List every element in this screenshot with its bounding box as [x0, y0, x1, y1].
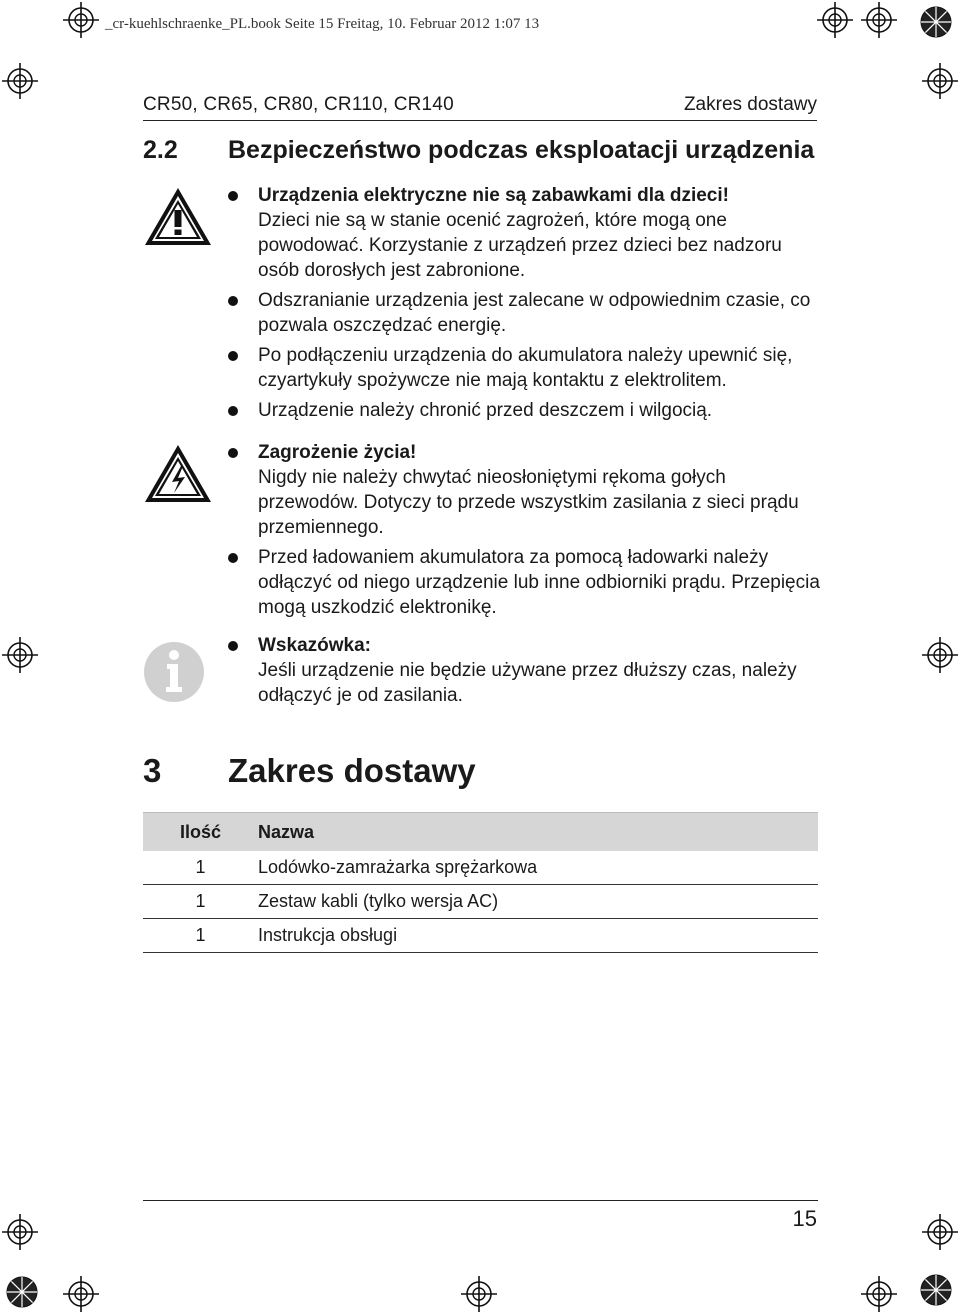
item-body: Po podłączeniu urządzenia do akumulatora należy upewnić się, czyartykuły spożywcze nie mają kontaktu z elektrolitem.	[258, 345, 793, 391]
registration-mark-icon	[63, 2, 99, 38]
list-item	[205, 183, 820, 283]
header-rule	[143, 120, 817, 121]
registration-mark-icon	[461, 1276, 497, 1312]
item-lead: Wskazówka:	[258, 635, 371, 656]
warning-triangle-icon	[143, 186, 213, 253]
info-icon	[143, 641, 205, 708]
list-item	[205, 633, 820, 708]
registration-mark-icon	[2, 63, 38, 99]
header-section: Zakres dostawy	[683, 94, 817, 115]
cell-name: Instrukcja obsługi	[258, 919, 818, 953]
chapter-number: 3	[143, 752, 162, 789]
list-item	[205, 288, 820, 338]
bullet-icon	[228, 191, 238, 201]
color-bar-mark-icon	[921, 1275, 951, 1305]
table-row	[143, 885, 818, 919]
list-item	[205, 343, 820, 393]
registration-mark-icon	[922, 63, 958, 99]
column-header-name: Nazwa	[258, 813, 818, 852]
cell-quantity: 1	[143, 919, 258, 953]
registration-mark-icon	[63, 1276, 99, 1312]
list-item	[205, 440, 820, 540]
cell-quantity: 1	[143, 885, 258, 919]
item-body: Jeśli urządzenie nie będzie używane przez dłuższy czas, należy odłączyć je od zasilania.	[258, 660, 797, 706]
table-header-row	[143, 813, 818, 852]
bullet-icon	[228, 641, 238, 651]
table-row	[143, 851, 818, 885]
delivery-scope-table	[143, 812, 818, 953]
registration-mark-icon	[861, 1276, 897, 1312]
color-bar-mark-icon	[921, 7, 951, 37]
chapter-title: Zakres dostawy	[228, 752, 476, 789]
item-body: Dzieci nie są w stanie ocenić zagrożeń, które mogą one powodować. Korzystanie z urządzeń przez dzieci bez nadzoru osób dorosłych jest zabronione.	[258, 210, 782, 281]
electric-list	[205, 440, 820, 620]
bullet-icon	[228, 406, 238, 416]
table-row	[143, 919, 818, 953]
registration-mark-icon	[2, 1214, 38, 1250]
registration-mark-icon	[861, 2, 897, 38]
registration-mark-icon	[922, 637, 958, 673]
section-title: Bezpieczeństwo podczas eksploatacji urządzenia	[228, 136, 815, 164]
bullet-icon	[228, 553, 238, 563]
bullet-icon	[228, 351, 238, 361]
list-item	[205, 398, 820, 423]
bullet-icon	[228, 448, 238, 458]
cell-name: Zestaw kabli (tylko wersja AC)	[258, 885, 818, 919]
item-body: Nigdy nie należy chwytać nieosłoniętymi rękoma gołych przewodów. Dotyczy to przede wszystkim zasilania z sieci prądu przemiennego.	[258, 467, 799, 538]
color-bar-mark-icon	[7, 1277, 37, 1307]
registration-mark-icon	[922, 1214, 958, 1250]
cell-quantity: 1	[143, 851, 258, 885]
page-number: 15	[792, 1206, 817, 1231]
item-body: Urządzenie należy chronić przed deszczem i wilgocią.	[258, 400, 713, 421]
section-number: 2.2	[143, 136, 178, 164]
note-list	[205, 633, 820, 708]
footer-rule	[143, 1200, 818, 1201]
cell-name: Lodówko-zamrażarka sprężarkowa	[258, 851, 818, 885]
bullet-icon	[228, 296, 238, 306]
electric-hazard-icon	[143, 443, 213, 510]
item-body: Przed ładowaniem akumulatora za pomocą ładowarki należy odłączyć od niego urządzenie lub inne odbiorniki prądu. Przepięcia mogą uszkodzić elektronikę.	[258, 547, 820, 618]
item-lead: Urządzenia elektryczne nie są zabawkami dla dzieci!	[258, 185, 729, 206]
registration-mark-icon	[817, 2, 853, 38]
column-header-quantity: Ilość	[143, 813, 258, 852]
item-body: Odszranianie urządzenia jest zalecane w odpowiednim czasie, co pozwala oszczędzać energię.	[258, 290, 811, 336]
list-item	[205, 545, 820, 620]
header-models: CR50, CR65, CR80, CR110, CR140	[143, 94, 454, 115]
print-slug: _cr-kuehlschraenke_PL.book Seite 15 Freitag, 10. Februar 2012 1:07 13	[105, 16, 540, 32]
registration-mark-icon	[2, 637, 38, 673]
item-lead: Zagrożenie życia!	[258, 442, 417, 463]
warning-list	[205, 183, 820, 423]
